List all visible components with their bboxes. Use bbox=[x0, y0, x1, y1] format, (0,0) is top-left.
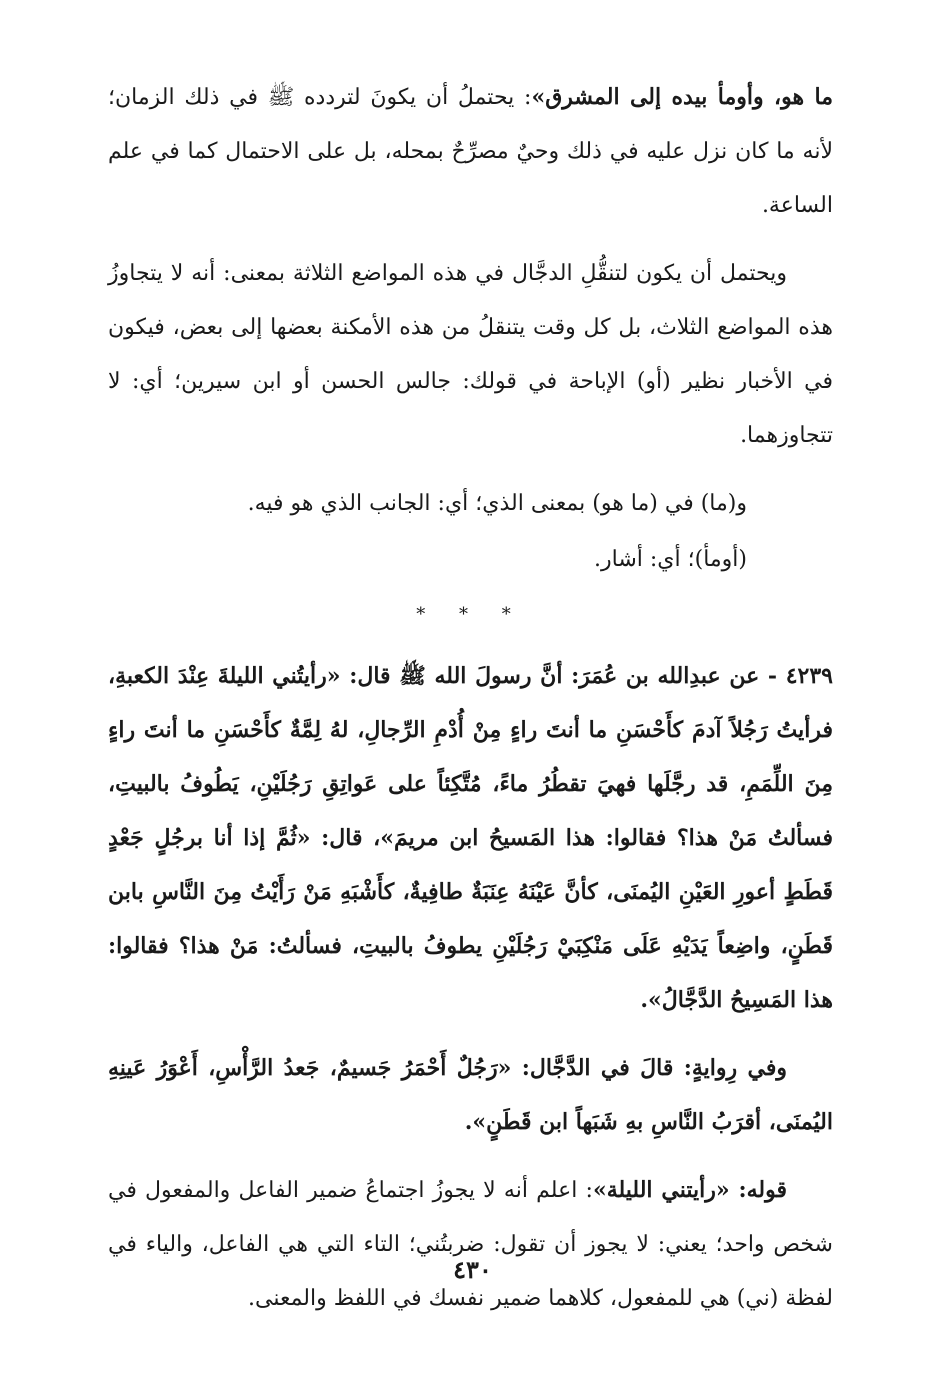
quoted-phrase: ما هو، وأومأ بيده إلى المشرق» bbox=[531, 84, 833, 110]
paragraph-3: و(ما) في (ما هو) بمعنى الذي؛ أي: الجانب الذي هو فيه. bbox=[247, 491, 747, 516]
paragraph-1 bbox=[108, 70, 833, 233]
page-body bbox=[108, 70, 833, 1340]
commentary-paragraph bbox=[108, 1163, 833, 1326]
hadith-number: ٤٢٣٩ bbox=[785, 663, 833, 689]
hadith-text bbox=[108, 649, 833, 1027]
hadith-riwaya: وفي رِوايةٍ: قالَ في الدَّجَّال: «رَجُلٌ أَحْمَرُ جَسيمٌ، جَعدُ الرَّأْسِ، أَعْوَرُ عَينِهِ اليُمنَى، أقرَبُ النَّاسِ بهِ شَبَهاً ابن قَطَنٍ». bbox=[108, 1055, 833, 1135]
hadith-body: «رأيتُني الليلةَ عِنْدَ الكعبةِ، فرأيتُ رَجُلاً آدمَ كأَحْسَنِ ما أنتَ راءٍ مِنْ أُدْمِ الرِّجالِ، لهُ لِمَّةٌ كأَحْسَنِ ما أنتَ راءٍ مِنَ اللِّمَمِ، قد رجَّلَها فهيَ تقطُرُ ماءً، مُتَّكِئاً على عَواتِقِ رَجُلَيْنِ، يَطُوفُ بالبيتِ، فسألتُ مَنْ هذا؟ فقالوا: هذا المَسيحُ ابن مريمَ»، قال: «ثُمَّ إذا أنا برجُلٍ جَعْدٍ قَطَطٍ أعورِ العَيْنِ اليُمنَى، كأنَّ عَيْنَهُ عِنَبَةٌ طافِيةٌ، كأَشْبَهِ مَنْ رَأَيْتُ مِنَ النَّاسِ بابن قَطَنٍ، واضِعاً يَدَيْهِ عَلَى مَنْكِبَيْ رَجُلَيْنِ يطوفُ بالبيتِ، فسألتُ: مَنْ هذا؟ فقالوا: هذا المَسِيحُ الدَّجَّالُ». bbox=[108, 663, 833, 1013]
commentary-label: قوله: «رأيتني الليلة» bbox=[592, 1177, 787, 1203]
paragraph-1-text: : يحتملُ أن يكونَ لتردده ﷺ في ذلك الزمان؛ لأنه ما كان نزل عليه في ذلك وحيٌ مصرِّحٌ بمحله، بل على الاحتمال كما في علم الساعة. bbox=[108, 85, 833, 218]
hadith-intro: - عن عبدِالله بن عُمَرَ: أنَّ رسولَ الله ﷺ قال: bbox=[340, 663, 786, 689]
commentary-text: : اعلم أنه لا يجوزُ اجتماعُ ضمير الفاعل والمفعول في شخص واحد؛ يعني: لا يجوز أن تقول: ضربتُني؛ التاء التي هي الفاعل، والياء في لفظة (ني) هي للمفعول، كلاهما ضمير نفسك في اللفظ والمعنى. bbox=[108, 1178, 833, 1311]
page-number: ٤٣٠ bbox=[453, 1255, 492, 1284]
hadith-block bbox=[108, 649, 833, 1149]
paragraph-4: (أومأ)؛ أي: أشار. bbox=[594, 547, 747, 572]
section-separator: * * * bbox=[416, 604, 525, 625]
paragraph-2: ويحتمل أن يكون لتنقُّلِ الدجَّال في هذه المواضع الثلاثة بمعنى: أنه لا يتجاوزُ هذه المواضع الثلاث، بل كل وقت يتنقلُ من هذه الأمكنة بعضها إلى بعض، فيكون في الأخبار نظير (أو) الإباحة في قولك: جالس الحسن أو ابن سيرين؛ أي: لا تتجاوزهما. bbox=[108, 261, 833, 448]
